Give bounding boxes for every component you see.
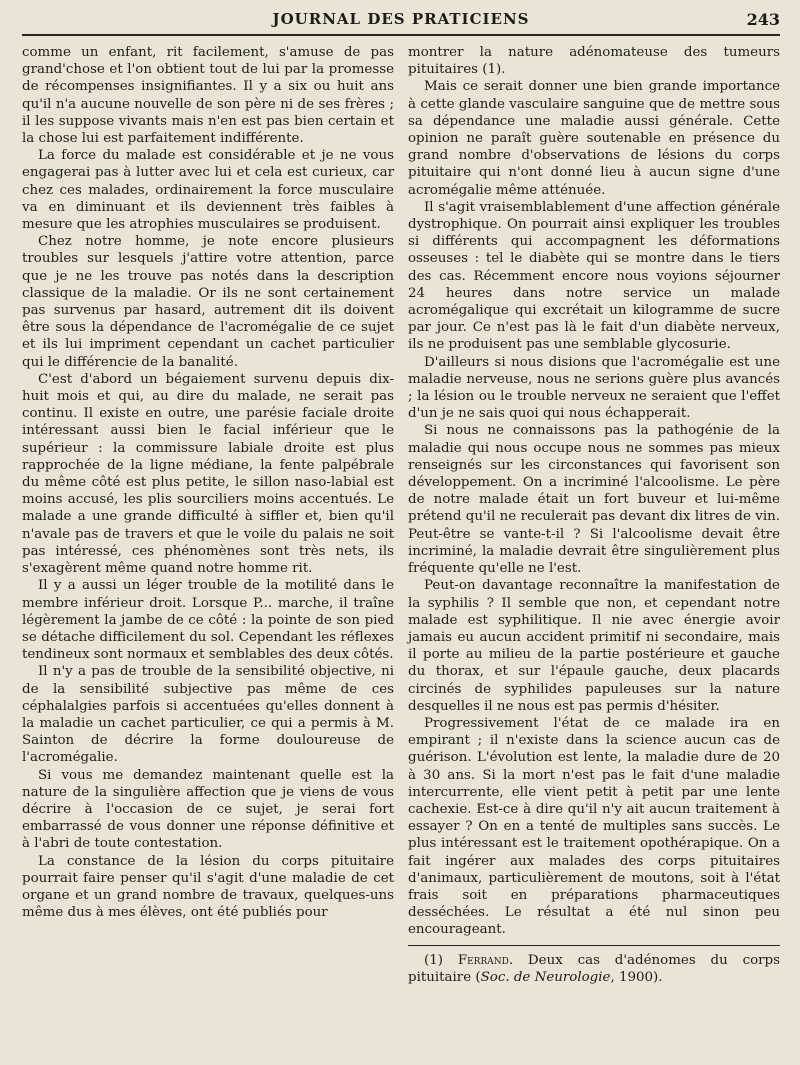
paragraph: La constance de la lésion du corps pituitaire pourrait faire penser qu'il s'agit d'une maladie de cet organe et un grand nombre de travaux, quelques-uns même dus à mes élèves, ont été publiés pour <box>22 853 394 921</box>
right-column <box>408 44 780 986</box>
paragraph: D'ailleurs si nous disions que l'acromégalie est une maladie nerveuse, nous ne serions guère plus avancés ; la lésion ou le trouble nerveux ne seraient que l'effet d'un je ne sais quoi qui nous échapperait. <box>408 354 780 422</box>
footnote-text: Deux cas d'adénomes du corps pituitaire ( <box>408 952 780 985</box>
paragraph: Mais ce serait donner une bien grande importance à cette glande vasculaire sanguine que de mettre sous sa dépendance une maladie aussi générale. Cette opinion ne paraît guère soutenable en présence du grand nombre d'observations de lésions du corps pituitaire qui n'ont donné lieu à aucun signe d'une acromégalie même atténuée. <box>408 79 780 198</box>
page-header <box>22 0 780 36</box>
journal-title: JOURNAL DES PRATICIENS <box>272 10 530 28</box>
paragraph: comme un enfant, rit facilement, s'amuse de pas grand'chose et l'on obtient tout de lui par la promesse de récompenses insignifiantes. Il y a six ou huit ans qu'il n'a aucune nouvelle de son père ni de ses frères ; il les suppose vivants mais n'en est pas bien certain et la chose lui est parfaitement indifférente. <box>22 45 394 147</box>
paragraph: La force du malade est considérable et je ne vous engagerai pas à lutter avec lui et cela est curieux, car chez ces malades, ordinairement la force musculaire va en diminuant et ils deviennent très faibles à mesure que les atrophies musculaires se produisent. <box>22 148 394 233</box>
paragraph: Il y a aussi un léger trouble de la motilité dans le membre inférieur droit. Lorsque P... marche, il traîne légèrement la jambe de ce côté : la pointe de son pied se détache difficilement du sol. Cependant les réflexes tendineux sont normaux et semblables des deux côtés. <box>22 578 394 663</box>
paragraph: montrer la nature adénomateuse des tumeurs pituitaires (1). <box>408 45 780 78</box>
footnote-year: , 1900). <box>610 969 663 985</box>
paragraph: Chez notre homme, je note encore plusieurs troubles sur lesquels j'attire votre attention, parce que je ne les trouve pas notés dans la description classique de la maladie. Or ils ne sont certainement pas survenus par hasard, autrement dit ils doivent être sous la dépendance de l'acromégalie de ce sujet et ils lui impriment cependant un cachet particulier qui le différencie de la banalité. <box>22 234 394 370</box>
paragraph: Si vous me demandez maintenant quelle est la nature de la singulière affection que je viens de vous décrire à l'occasion de ce sujet, je serai fort embarrassé de vous donner une réponse définitive et à l'abri de toute contestation. <box>22 767 394 852</box>
footnote-divider <box>408 945 780 946</box>
footnote <box>408 952 780 986</box>
paragraph: Peut-on davantage reconnaître la manifestation de la syphilis ? Il semble que non, et cependant notre malade est syphilitique. Il nie avec énergie avoir jamais eu aucun accident primitif ni secondaire, mais il porte au milieu de la partie postérieure et gauche du thorax, et sur l'épaule gauche, deux placards circinés de syphilides papuleuses sur la nature desquelles il ne nous est pas permis d'hésiter. <box>408 578 780 714</box>
paragraph: Il n'y a pas de trouble de la sensibilité objective, ni de la sensibilité subjective pas même de ces céphalalgies parfois si accentuées qu'elles donnent à la maladie un cachet particulier, ce qui a permis à M. Sainton de décrire la forme douloureuse de l'acromégalie. <box>22 664 394 766</box>
footnote-author: Ferrand. <box>457 952 514 968</box>
page-number: 243 <box>746 10 780 29</box>
text-columns <box>22 44 780 986</box>
paragraph: Si nous ne connaissons pas la pathogénie de la maladie qui nous occupe nous ne sommes pas mieux renseignés sur les circonstances qui favorisent son développement. On a incriminé l'alcoolisme. Le père de notre malade était un fort buveur et lui-même prétend qu'il ne reculerait pas devant dix litres de vin. Peut-être se vante-t-il ? Si l'alcoolisme devait être incriminé, la maladie devrait être singulièrement plus fréquente qu'elle ne l'est. <box>408 423 780 577</box>
paragraph: C'est d'abord un bégaiement survenu depuis dix-huit mois et qui, au dire du malade, ne serait pas continu. Il existe en outre, une parésie faciale droite intéressant aussi bien le facial inférieur que le supérieur : la commissure labiale droite est plus rapprochée de la ligne médiane, la fente palpébrale du même côté est plus petite, le sillon naso-labial est moins accusé, les plis sourciliers moins accentués. Le malade a une grande difficulté à siffler et, bien qu'il n'avale pas de travers et que le voile du palais ne soit pas intéressé, ces phénomènes sont très nets, ils s'exagèrent même quand notre homme rit. <box>22 371 394 577</box>
left-column <box>22 44 394 986</box>
footnote-journal: Soc. de Neurologie <box>480 969 611 985</box>
paragraph: Il s'agit vraisemblablement d'une affection générale dystrophique. On pourrait ainsi expliquer les troubles si différents qui accompagnent les déformations osseuses : tel le diabète qui se montre dans le tiers des cas. Récemment encore nous voyions séjourner 24 heures dans notre service un malade acromégalique qui excrétait un kilogramme de sucre par jour. Ce n'est pas là le fait d'un diabète nerveux, ils ne produisent pas une semblable glycosurie. <box>408 199 780 353</box>
paragraph: Progressivement l'état de ce malade ira en empirant ; il n'existe dans la science aucun cas de guérison. L'évolution est lente, la maladie dure de 20 à 30 ans. Si la mort n'est pas le fait d'une maladie intercurrente, elle vient petit à petit par une lente cachexie. Est-ce à dire qu'il n'y ait aucun traitement à essayer ? On en a tenté de multiples sans succès. Le plus intéressant est le traitement opothérapique. On a fait ingérer aux malades des corps pituitaires d'animaux, particulièrement de moutons, soit à l'état frais soit en préparations pharmaceutiques desséchées. Le résultat a été nul sinon peu encourageant. <box>408 715 780 938</box>
footnote-marker: (1) <box>424 952 443 968</box>
